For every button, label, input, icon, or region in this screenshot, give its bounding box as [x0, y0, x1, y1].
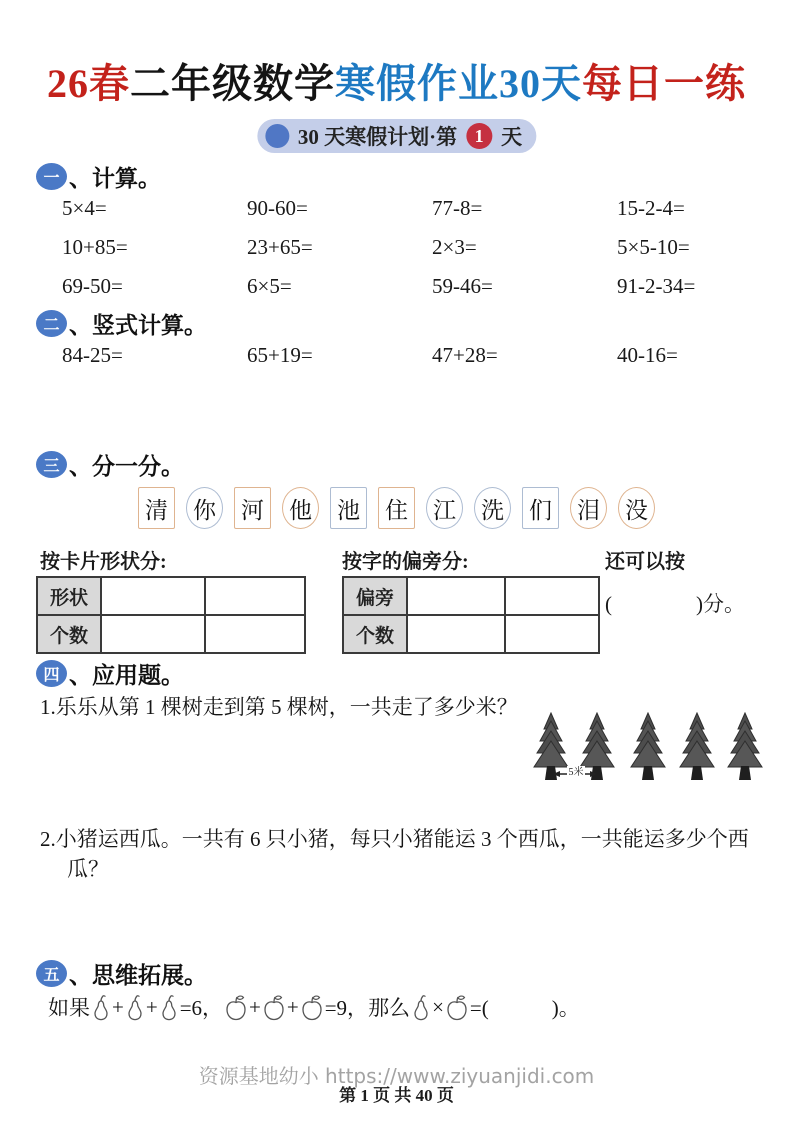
math-problem: 2×3= [432, 235, 477, 259]
card-character: 住 [385, 497, 408, 523]
apple-icon [445, 994, 469, 1021]
section5-header [36, 957, 207, 990]
card-character: 河 [241, 497, 264, 523]
empty-answer-cell[interactable] [407, 577, 505, 615]
title-part-daily: 每日一练 [582, 61, 746, 106]
section4-header [36, 657, 184, 690]
apple-icon [262, 994, 286, 1021]
math-problem: 47+28= [432, 343, 498, 367]
apple-icon [300, 994, 324, 1021]
watermark: 资源基地幼小 https://www.ziyuanjidi.com [198, 1064, 595, 1088]
section3-title: 、分一分。 [69, 454, 184, 479]
trees-illustration [531, 712, 765, 793]
empty-answer-cell[interactable] [101, 577, 205, 615]
apples-sum: =9， [324, 996, 369, 1020]
math-problem: 69-50= [62, 274, 123, 298]
empty-answer-cell[interactable] [101, 615, 205, 653]
day-number-badge: 1 [466, 123, 492, 149]
sort-by-radical-table [342, 576, 600, 654]
tree-gap-label: 5米 [568, 767, 584, 778]
math-problem: 6×5= [247, 274, 292, 298]
math-problem: 23+65= [247, 235, 313, 259]
section2-problems [62, 343, 768, 368]
card-character: 你 [193, 497, 216, 523]
card-character: 洗 [481, 497, 504, 523]
extra-sort-blank: ( )分。 [605, 592, 745, 616]
section4-number-icon: 四 [36, 660, 67, 687]
math-problem: 40-16= [617, 343, 678, 367]
section2-title: 、竖式计算。 [69, 313, 207, 338]
section5-title: 、思维拓展。 [69, 963, 207, 988]
card-character: 池 [337, 497, 360, 523]
section1-title: 、计算。 [69, 166, 161, 191]
equation-then: 那么 [368, 996, 411, 1020]
extra-sort-note: 还可以按 [605, 551, 685, 573]
card-character: 们 [529, 497, 552, 523]
title-part-homework: 寒假作业30天 [335, 61, 582, 106]
plus-sign: + [249, 994, 261, 1019]
math-problem: 90-60= [247, 196, 308, 220]
section1-header [36, 160, 161, 193]
plus-sign: + [145, 994, 158, 1019]
equation-result-blank: =( )。 [469, 996, 580, 1020]
section5-number-icon: 五 [36, 960, 67, 987]
math-problem: 84-25= [62, 343, 123, 367]
character-cards [138, 487, 655, 529]
table-row-label: 偏旁 [343, 577, 407, 615]
empty-answer-cell[interactable] [407, 615, 505, 653]
title-part-season: 26春 [47, 61, 130, 106]
fruit-equation [48, 992, 580, 1022]
character-card [378, 487, 415, 529]
character-card [138, 487, 175, 529]
sort-by-shape-caption: 按卡片形状分: [40, 551, 167, 573]
pear-icon [411, 994, 431, 1021]
math-problem: 77-8= [432, 196, 483, 220]
word-problem-2: 2.小猪运西瓜。一共有 6 只小猪，每只小猪能运 3 个西瓜，一共能运多少个西瓜？ [40, 827, 749, 881]
times-sign: × [432, 994, 444, 1019]
math-problem: 59-46= [432, 274, 493, 298]
card-character: 没 [625, 497, 648, 523]
card-character: 他 [289, 497, 312, 523]
math-problem: 5×5-10= [617, 235, 690, 259]
card-character: 泪 [577, 497, 600, 523]
table-row-label: 个数 [343, 615, 407, 653]
character-card [330, 487, 367, 529]
character-card [426, 487, 463, 529]
math-problem: 10+85= [62, 235, 128, 259]
plus-sign: + [286, 994, 299, 1019]
apple-icon [224, 994, 248, 1021]
math-problem: 91-2-34= [617, 274, 696, 298]
empty-answer-cell[interactable] [505, 577, 599, 615]
character-card [522, 487, 559, 529]
empty-answer-cell[interactable] [205, 615, 305, 653]
table-row-label: 形状 [37, 577, 101, 615]
empty-answer-cell[interactable] [505, 615, 599, 653]
page-title [0, 52, 793, 109]
pear-icon [91, 994, 111, 1021]
blue-dot-icon [265, 124, 289, 148]
pear-icon [125, 994, 145, 1021]
section2-header [36, 307, 207, 340]
math-problem: 65+19= [247, 343, 313, 367]
character-card [234, 487, 271, 529]
character-card [282, 487, 319, 529]
banner-suffix: 天 [501, 125, 523, 149]
math-problem: 5×4= [62, 196, 107, 220]
character-card [618, 487, 655, 529]
character-card [570, 487, 607, 529]
table-row-label: 个数 [37, 615, 101, 653]
title-part-grade: 二年级数学 [130, 61, 335, 106]
sort-by-shape-table [36, 576, 306, 654]
sort-by-radical-caption: 按字的偏旁分: [342, 551, 469, 573]
equation-prefix: 如果 [48, 996, 90, 1020]
section2-number-icon: 二 [36, 310, 67, 337]
banner-label: 30 天寒假计划·第 [297, 125, 458, 149]
section1-problems [62, 196, 768, 299]
section4-title: 、应用题。 [69, 663, 184, 688]
pears-sum: =6， [179, 996, 224, 1020]
character-card [186, 487, 223, 529]
plus-sign: + [112, 994, 124, 1019]
character-card [474, 487, 511, 529]
word-problem-1: 1.乐乐从第 1 棵树走到第 5 棵树，一共走了多少米？ [40, 695, 518, 719]
math-problem: 15-2-4= [617, 196, 685, 220]
empty-answer-cell[interactable] [205, 577, 305, 615]
pear-icon [159, 994, 179, 1021]
page-number: 第 1 页 共 40 页 [339, 1086, 454, 1105]
card-character: 清 [145, 497, 168, 523]
section3-number-icon: 三 [36, 451, 67, 478]
section3-header [36, 448, 184, 481]
day-banner [257, 119, 536, 153]
section1-number-icon: 一 [36, 163, 67, 190]
card-character: 江 [433, 497, 456, 523]
